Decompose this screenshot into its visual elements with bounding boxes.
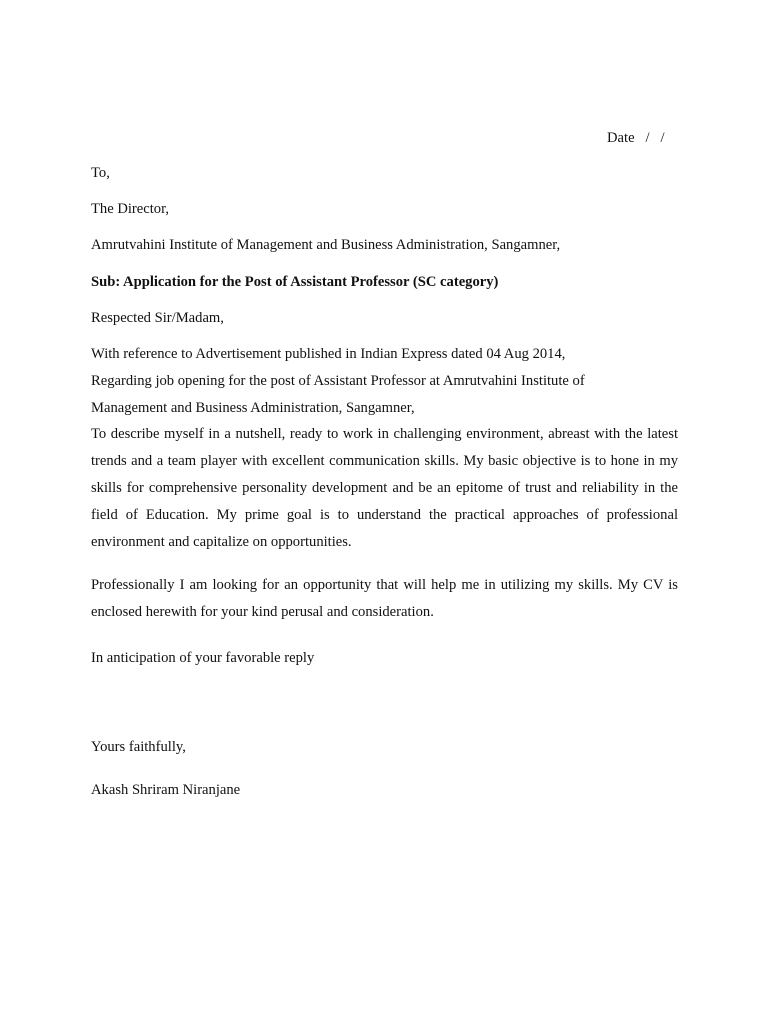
reference-line: With reference to Advertisement published in Indian Express dated 04 Aug 2014, [91, 346, 566, 362]
greeting: Respected Sir/Madam, [91, 310, 224, 326]
salutation-to: To, [91, 165, 110, 181]
closing-line: Yours faithfully, [91, 739, 186, 755]
recipient-title: The Director, [91, 201, 170, 217]
regarding-line-2: Management and Business Administration, Sangamner, [91, 400, 415, 416]
subject-line: Sub: Application for the Post of Assistant Professor (SC category) [91, 274, 499, 290]
professional-paragraph-text: Professionally I am looking for an opportunity that will help me in utilizing my skills. My CV is enclosed herewith for your kind perusal and consideration. [91, 577, 678, 620]
body-paragraph-text: To describe myself in a nutshell, ready to work in challenging environment, abreast with the latest trends and a team player with excellent communication skills. My basic objective is to hone in my skills for comprehensive personality development and be an epitome of trust and reliability in the field of Education. My prime goal is to understand the practical approaches of professional environment and capitalize on opportunities. [91, 426, 678, 550]
regarding-line-1: Regarding job opening for the post of Assistant Professor at Amrutvahini Institute of [91, 373, 585, 389]
body-paragraph [91, 421, 678, 556]
recipient-institution: Amrutvahini Institute of Management and Business Administration, Sangamner, [91, 237, 561, 253]
signatory-name: Akash Shriram Niranjane [91, 782, 241, 798]
date-line: Date / / [607, 130, 665, 146]
professional-paragraph [91, 572, 678, 626]
anticipation-line: In anticipation of your favorable reply [91, 650, 315, 666]
